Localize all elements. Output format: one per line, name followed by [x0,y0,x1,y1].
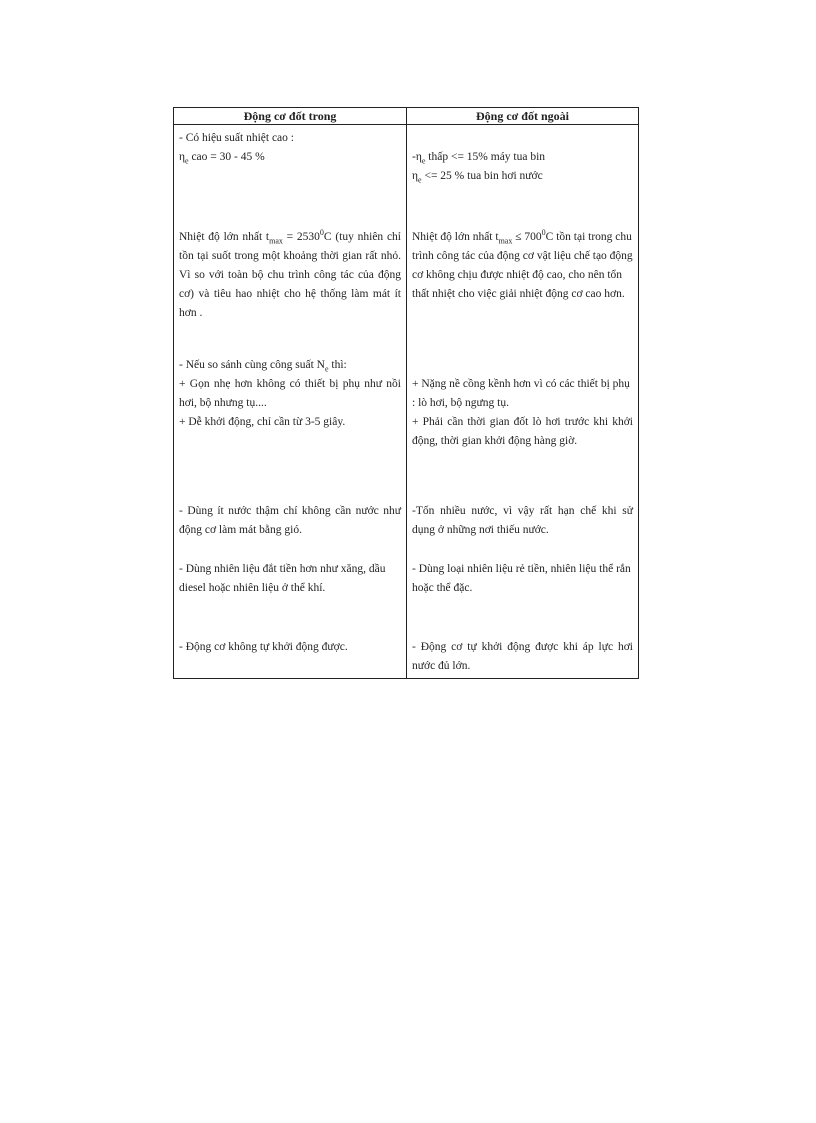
paragraph: + Phải cần thời gian đốt lò hơi trước khi khởi động, thời gian khởi động hàng giờ. [412,416,633,447]
subscript: max [498,236,513,246]
header-internal-combustion: Động cơ đốt trong [174,108,407,125]
text-line [179,356,401,375]
cell-efficiency-external [407,125,639,229]
text-fragment: - Nếu so sánh cùng công suất N [179,359,325,371]
text-fragment: cao = 30 - 45 % [188,151,265,163]
cell-power-internal [174,356,407,502]
table-row [174,638,639,679]
text-line [412,148,633,167]
text-fragment: C tồn tại trong chu trình công tác của động cơ vật liệu chế tạo động cơ không chịu được nhiệt độ cao, cho nên tổn thất nhiệt cho việc giải nhiệt động cơ cao hơn. [412,231,633,300]
text-fragment: <= 25 % tua bin hơi nước [421,170,543,182]
paragraph: -Tốn nhiều nước, vì vậy rất hạn chế khi sử dụng ở những nơi thiếu nước. [412,505,633,536]
subscript: e [185,156,189,166]
table-row [174,502,639,560]
cell-power-external [407,356,639,502]
table-row [174,356,639,502]
paragraph [179,228,401,323]
text-fragment: = 2530 [282,231,320,243]
text-fragment: Nhiệt độ lớn nhất t [412,231,499,243]
superscript: 0 [541,228,546,238]
subscript: e [421,156,426,166]
paragraph: + Nặng nề cồng kềnh hơn vì có các thiết bị phụ : lò hơi, bộ ngưng tụ. [412,378,630,409]
text-line [179,148,401,167]
text-fragment: -η [412,151,422,163]
cell-temperature-external [407,228,639,356]
paragraph: + Gọn nhẹ hơn không có thiết bị phụ như nồi hơi, bộ nhưng tụ.... [179,378,401,409]
text-fragment: C (tuy nhiên chỉ tồn tại suốt trong một khoảng thời gian rất nhỏ. Vì so với toàn bộ chu trình công tác của động cơ) và tiêu hao nhiệt cho hệ thống làm mát ít hơn . [179,231,401,319]
paragraph: - Dùng nhiên liệu đắt tiền hơn như xăng, dầu diesel hoặc nhiên liệu ở thể khí. [179,563,386,594]
cell-efficiency-internal [174,125,407,229]
eta-symbol: η [412,170,419,182]
subscript: max [269,236,283,246]
subscript: e [418,175,422,185]
table-row [174,125,639,229]
table-row [174,560,639,638]
comparison-table [173,107,639,679]
text-fragment: ≤ 700 [512,231,542,243]
cell-water-internal [174,502,407,560]
cell-temperature-internal [174,228,407,356]
cell-fuel-external [407,560,639,638]
text-fragment: thì: [328,359,347,371]
cell-water-external [407,502,639,560]
paragraph: + Dễ khởi động, chỉ cần từ 3-5 giây. [179,416,346,428]
header-external-combustion: Động cơ đốt ngoài [407,108,639,125]
table-row [174,228,639,356]
table-header-row [174,108,639,125]
text-fragment: Nhiệt độ lớn nhất t [179,231,270,243]
text-fragment: thấp <= 15% máy tua bin [425,151,546,163]
cell-fuel-internal [174,560,407,638]
subscript: e [324,364,329,374]
text-line [412,167,633,186]
paragraph: - Động cơ không tự khởi động được. [179,641,348,653]
paragraph: - Dùng loại nhiên liệu rẻ tiền, nhiên liệu thể rắn hoặc thể đặc. [412,563,631,594]
eta-symbol: η [179,151,186,163]
text-line: - Có hiệu suất nhiệt cao : [179,132,294,144]
paragraph: - Động cơ tự khởi động được khi áp lực hơi nước đủ lớn. [412,641,633,672]
paragraph: - Dùng ít nước thậm chí không cần nước như động cơ làm mát bằng gió. [179,505,401,536]
superscript: 0 [319,228,324,238]
paragraph [412,228,633,304]
cell-start-internal [174,638,407,679]
cell-start-external [407,638,639,679]
